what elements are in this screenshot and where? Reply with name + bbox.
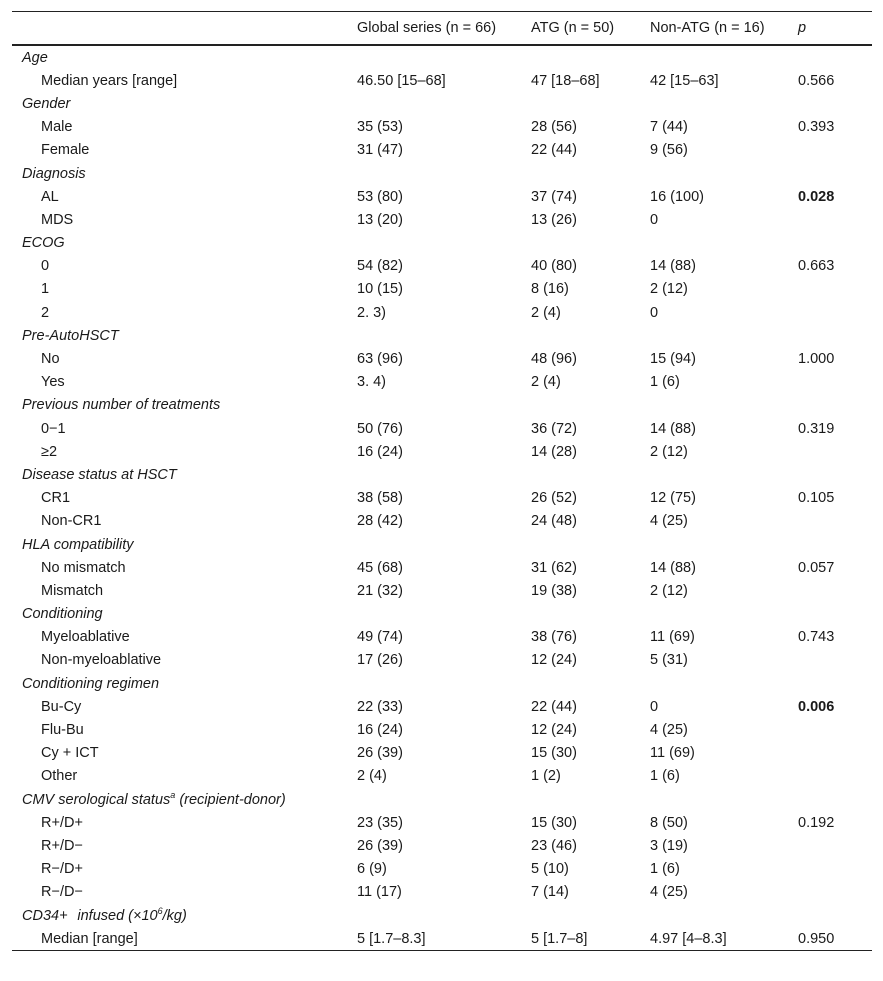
p-value: 0.057 <box>798 559 835 576</box>
section-heading <box>12 166 367 182</box>
table-row <box>12 278 872 301</box>
row-label: Median years [range] <box>41 72 178 89</box>
table-row <box>12 927 872 950</box>
row-label: Mismatch <box>41 582 104 599</box>
global-series-value: 46.50 [15–68] <box>357 72 446 89</box>
p-value: 0.319 <box>798 420 835 437</box>
section-title: Conditioning <box>22 606 103 623</box>
p-value: 0.663 <box>798 258 835 275</box>
section-title: Disease status at HSCT <box>22 466 177 483</box>
non-atg-value: 2 (12) <box>650 582 688 599</box>
section-heading <box>12 397 367 413</box>
row-label: 0 <box>41 258 50 275</box>
row-label: Other <box>41 768 78 785</box>
table-row <box>12 440 872 463</box>
non-atg-value: 9 (56) <box>650 142 688 159</box>
section-heading-row <box>12 904 872 927</box>
atg-value: 15 (30) <box>531 745 577 762</box>
table-row <box>12 255 872 278</box>
table-row <box>12 208 872 231</box>
row-label: No <box>41 351 60 368</box>
table-row <box>12 765 872 788</box>
row-label: 2 <box>41 304 50 321</box>
non-atg-value: 14 (88) <box>650 559 696 576</box>
global-series-value: 5 [1.7–8.3] <box>357 930 426 947</box>
section-title: Diagnosis <box>22 165 86 182</box>
row-label: Non-myeloablative <box>41 652 162 669</box>
global-series-value: 11 (17) <box>357 884 402 901</box>
row-label: Non-CR1 <box>41 513 102 530</box>
p-value: 0.105 <box>798 490 835 507</box>
p-value: 0.192 <box>798 814 835 831</box>
section-heading <box>12 50 367 66</box>
atg-value: 37 (74) <box>531 188 577 205</box>
baseline-characteristics-table <box>12 11 872 951</box>
non-atg-value: 3 (19) <box>650 837 688 854</box>
global-series-value: 53 (80) <box>357 188 403 205</box>
global-series-value: 16 (24) <box>357 722 403 739</box>
global-series-value: 23 (35) <box>357 814 403 831</box>
section-title-suffix: (recipient-donor) <box>175 791 286 808</box>
section-title: ECOG <box>22 235 65 252</box>
non-atg-value: 7 (44) <box>650 119 688 136</box>
header-non-atg: Non-ATG (n = 16) <box>650 20 765 36</box>
global-series-value: 49 (74) <box>357 629 403 646</box>
atg-value: 12 (24) <box>531 722 577 739</box>
atg-value: 48 (96) <box>531 351 577 368</box>
non-atg-value: 4 (25) <box>650 722 688 739</box>
global-series-value: 21 (32) <box>357 582 403 599</box>
table-row <box>12 881 872 904</box>
global-series-value: 6 (9) <box>357 861 387 878</box>
table-row <box>12 116 872 139</box>
section-heading-row <box>12 324 872 347</box>
section-heading <box>12 328 367 344</box>
non-atg-value: 8 (50) <box>650 814 688 831</box>
row-label: Female <box>41 142 90 159</box>
table-row <box>12 626 872 649</box>
atg-value: 5 (10) <box>531 861 569 878</box>
atg-value: 7 (14) <box>531 884 569 901</box>
atg-value: 36 (72) <box>531 420 577 437</box>
non-atg-value: 14 (88) <box>650 420 696 437</box>
atg-value: 19 (38) <box>531 582 577 599</box>
section-title-suffix: /kg) <box>162 907 187 924</box>
row-label: Yes <box>41 374 65 391</box>
non-atg-value: 0 <box>650 698 659 715</box>
table-row <box>12 695 872 718</box>
table-row <box>12 69 872 92</box>
global-series-value: 38 (58) <box>357 490 403 507</box>
global-series-value: 35 (53) <box>357 119 403 136</box>
section-heading-row <box>12 603 872 626</box>
section-heading <box>12 467 367 483</box>
table-row <box>12 301 872 324</box>
p-value: 0.028 <box>798 188 835 205</box>
non-atg-value: 1 (6) <box>650 374 680 391</box>
atg-value: 5 [1.7–8] <box>531 930 588 947</box>
section-heading-row <box>12 463 872 486</box>
section-heading-row <box>12 232 872 255</box>
global-series-value: 10 (15) <box>357 281 403 298</box>
atg-value: 14 (28) <box>531 443 577 460</box>
p-value: 0.566 <box>798 72 835 89</box>
table-row <box>12 834 872 857</box>
atg-value: 26 (52) <box>531 490 577 507</box>
row-label: Median [range] <box>41 930 138 947</box>
p-value: 0.743 <box>798 629 835 646</box>
non-atg-value: 2 (12) <box>650 443 688 460</box>
row-label: R−/D− <box>41 884 83 901</box>
global-series-value: 17 (26) <box>357 652 403 669</box>
atg-value: 23 (46) <box>531 837 577 854</box>
section-title: CMV serological status <box>22 791 171 808</box>
row-label: No mismatch <box>41 559 126 576</box>
p-value: 0.950 <box>798 930 835 947</box>
atg-value: 15 (30) <box>531 814 577 831</box>
row-label: R+/D− <box>41 837 83 854</box>
global-series-value: 13 (20) <box>357 211 403 228</box>
global-series-value: 16 (24) <box>357 443 403 460</box>
global-series-value: 2 (4) <box>357 768 387 785</box>
global-series-value: 45 (68) <box>357 559 403 576</box>
row-label: Flu-Bu <box>41 722 84 739</box>
atg-value: 24 (48) <box>531 513 577 530</box>
table-row <box>12 185 872 208</box>
global-series-value: 54 (82) <box>357 258 403 275</box>
row-label: Myeloablative <box>41 629 130 646</box>
non-atg-value: 12 (75) <box>650 490 696 507</box>
table-row <box>12 649 872 672</box>
section-title: CD34+ infused (×10 <box>22 907 158 924</box>
section-heading <box>12 905 367 924</box>
atg-value: 1 (2) <box>531 768 561 785</box>
section-heading <box>12 235 367 251</box>
table-row <box>12 371 872 394</box>
section-heading <box>12 96 367 112</box>
section-heading-row <box>12 162 872 185</box>
section-title: Previous number of treatments <box>22 397 221 414</box>
header-global-series: Global series (n = 66) <box>357 20 497 36</box>
atg-value: 2 (4) <box>531 304 561 321</box>
non-atg-value: 42 [15–63] <box>650 72 719 89</box>
header-atg: ATG (n = 50) <box>531 20 615 36</box>
row-label: AL <box>41 188 59 205</box>
atg-value: 13 (26) <box>531 211 577 228</box>
p-value: 0.006 <box>798 698 835 715</box>
section-heading-row <box>12 533 872 556</box>
atg-value: 22 (44) <box>531 698 577 715</box>
section-title: Pre-AutoHSCT <box>22 327 119 344</box>
p-value: 1.000 <box>798 351 835 368</box>
table-row <box>12 556 872 579</box>
section-heading-row <box>12 672 872 695</box>
global-series-value: 50 (76) <box>357 420 403 437</box>
header-p-value: p <box>798 20 807 36</box>
non-atg-value: 11 (69) <box>650 629 695 646</box>
table-row <box>12 139 872 162</box>
table-body <box>12 46 872 950</box>
section-title: Age <box>22 49 48 66</box>
row-label: 0−1 <box>41 420 66 437</box>
table-row <box>12 417 872 440</box>
global-series-value: 2. 3) <box>357 304 387 321</box>
row-label: MDS <box>41 211 74 228</box>
non-atg-value: 14 (88) <box>650 258 696 275</box>
non-atg-value: 11 (69) <box>650 745 695 762</box>
table-row <box>12 858 872 881</box>
global-series-value: 26 (39) <box>357 837 403 854</box>
global-series-value: 22 (33) <box>357 698 403 715</box>
section-heading-row <box>12 46 872 69</box>
non-atg-value: 4.97 [4–8.3] <box>650 930 727 947</box>
section-title-superscript: 6 <box>157 905 163 916</box>
row-label: ≥2 <box>41 443 58 460</box>
row-label: Male <box>41 119 73 136</box>
section-heading <box>12 789 367 808</box>
non-atg-value: 4 (25) <box>650 884 688 901</box>
non-atg-value: 1 (6) <box>650 768 680 785</box>
row-label: CR1 <box>41 490 71 507</box>
section-heading <box>12 676 367 692</box>
row-label: R−/D+ <box>41 861 83 878</box>
atg-value: 12 (24) <box>531 652 577 669</box>
global-series-value: 3. 4) <box>357 374 387 391</box>
global-series-value: 63 (96) <box>357 351 403 368</box>
row-label: R+/D+ <box>41 814 83 831</box>
non-atg-value: 0 <box>650 304 659 321</box>
p-value: 0.393 <box>798 119 835 136</box>
section-title: Gender <box>22 95 71 112</box>
non-atg-value: 16 (100) <box>650 188 705 205</box>
table-row <box>12 742 872 765</box>
non-atg-value: 4 (25) <box>650 513 688 530</box>
row-label: Bu-Cy <box>41 698 82 715</box>
non-atg-value: 15 (94) <box>650 351 696 368</box>
table-row <box>12 718 872 741</box>
section-title: HLA compatibility <box>22 536 134 553</box>
atg-value: 40 (80) <box>531 258 577 275</box>
table-row <box>12 347 872 370</box>
non-atg-value: 1 (6) <box>650 861 680 878</box>
atg-value: 31 (62) <box>531 559 577 576</box>
non-atg-value: 0 <box>650 211 659 228</box>
section-heading <box>12 537 367 553</box>
non-atg-value: 2 (12) <box>650 281 688 298</box>
table-row <box>12 579 872 602</box>
table-row <box>12 510 872 533</box>
row-label: 1 <box>41 281 50 298</box>
section-heading <box>12 606 367 622</box>
row-label: Cy + ICT <box>41 745 99 762</box>
atg-value: 28 (56) <box>531 119 577 136</box>
section-heading-row <box>12 92 872 115</box>
atg-value: 22 (44) <box>531 142 577 159</box>
section-title-superscript: a <box>170 789 176 800</box>
table-row <box>12 487 872 510</box>
global-series-value: 28 (42) <box>357 513 403 530</box>
table-row <box>12 811 872 834</box>
table-header <box>12 12 872 46</box>
section-title: Conditioning regimen <box>22 675 160 692</box>
atg-value: 47 [18–68] <box>531 72 600 89</box>
atg-value: 38 (76) <box>531 629 577 646</box>
global-series-value: 26 (39) <box>357 745 403 762</box>
atg-value: 8 (16) <box>531 281 569 298</box>
non-atg-value: 5 (31) <box>650 652 688 669</box>
global-series-value: 31 (47) <box>357 142 403 159</box>
section-heading-row <box>12 394 872 417</box>
atg-value: 2 (4) <box>531 374 561 391</box>
section-heading-row <box>12 788 872 811</box>
